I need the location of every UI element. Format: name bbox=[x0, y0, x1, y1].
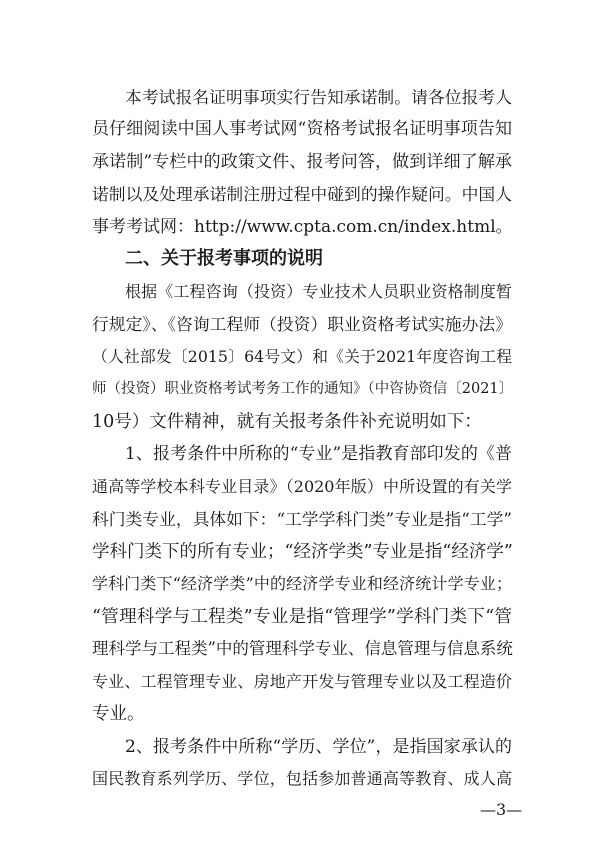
paragraph-1-line-1: 本考试报名证明事项实行告知承诺制。请各位报考人 bbox=[125, 87, 512, 107]
paragraph-3-line-6: “管理科学与工程类”专业是指“管理学”学科门类下“管 bbox=[92, 607, 512, 627]
section-heading: 二、关于报考事项的说明 bbox=[125, 248, 323, 269]
paragraph-2-line-1: 根据《工程咨询（投资）专业技术人员职业资格制度暂 bbox=[125, 282, 512, 301]
paragraph-2-line-3: （人社部发〔2015〕64号文）和《关于2021年度咨询工程 bbox=[92, 347, 512, 366]
paragraph-3-line-8: 专业、工程管理专业、房地产开发与管理专业以及工程造价 bbox=[92, 672, 512, 691]
paragraph-2-line-5: 10号）文件精神，就有关报考条件补充说明如下： bbox=[92, 412, 482, 432]
paragraph-3-line-9: 专业。 bbox=[92, 704, 145, 724]
paragraph-3-line-5: 学科门类下“经济学类”中的经济学专业和经济统计学专业； bbox=[92, 574, 512, 593]
paragraph-3-line-7: 理科学与工程类”中的管理科学专业、信息管理与信息系统 bbox=[92, 639, 513, 658]
paragraph-1-line-4: 诺制以及处理承诺制注册过程中碰到的操作疑问。中国人 bbox=[92, 184, 512, 204]
paragraph-4-line-2: 国民教育系列学历、学位，包括参加普通高等教育、成人高 bbox=[92, 769, 512, 788]
paragraph-3-line-4: 学科门类下的所有专业；“经济学类”专业是指“经济学” bbox=[92, 542, 513, 562]
paragraph-3-line-1: 1、报考条件中所称的“专业”是指教育部印发的《普 bbox=[125, 444, 512, 464]
paragraph-2-line-2: 行规定》、《咨询工程师（投资）职业资格考试实施办法》 bbox=[92, 314, 512, 334]
paragraph-2-line-4: 师（投资）职业资格考试考务工作的通知》（中咨协资信〔2021〕 bbox=[92, 381, 514, 397]
paragraph-1-line-3: 承诺制”专栏中的政策文件、报考问答，做到详细了解承 bbox=[92, 152, 512, 172]
page-number: —3— bbox=[480, 800, 523, 819]
paragraph-1-line-2: 员仔细阅读中国人事考试网“资格考试报名证明事项告知 bbox=[92, 119, 512, 139]
paragraph-1-line-5: 事考考试网：http://www.cpta.com.cn/index.html。 bbox=[92, 217, 513, 237]
paragraph-3-line-3: 科门类专业，具体如下：“工学学科门类”专业是指“工学” bbox=[92, 509, 512, 529]
paragraph-3-line-2: 通高等学校本科专业目录》（2020年版）中所设置的有关学 bbox=[92, 477, 512, 496]
paragraph-4-line-1: 2、报考条件中所称“学历、学位”，是指国家承认的 bbox=[125, 737, 512, 757]
